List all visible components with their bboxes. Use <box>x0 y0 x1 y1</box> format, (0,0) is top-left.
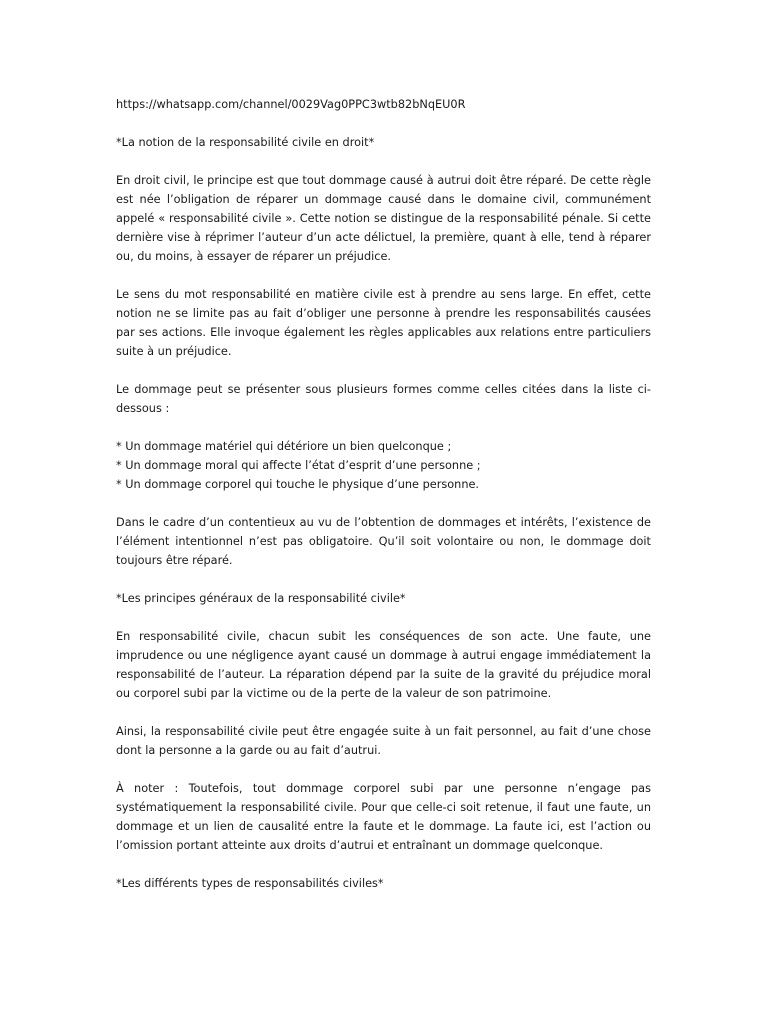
channel-link[interactable]: https://whatsapp.com/channel/0029Vag0PPC3wtb82bNqEU0R <box>116 98 466 111</box>
section-heading-types: *Les différents types de responsabilités civiles* <box>116 877 384 890</box>
document-page <box>116 95 651 912</box>
paragraph-sens: Le sens du mot responsabilité en matière civile est à prendre au sens large. En effet, cette notion ne se limite pas au fait d’obliger une personne à prendre les responsabilités causées par ses actions. Elle invoque également les règles applicables aux relations entre particuliers suite à un préjudice. <box>116 288 651 358</box>
paragraph-formes-dommage: Le dommage peut se présenter sous plusieurs formes comme celles citées dans la liste ci-dessous : <box>116 383 651 415</box>
paragraph-contentieux: Dans le cadre d’un contentieux au vu de l’obtention de dommages et intérêts, l’existence de l’élément intentionnel n’est pas obligatoire. Qu’il soit volontaire ou non, le dommage doit toujours être réparé. <box>116 516 651 567</box>
paragraph-ainsi: Ainsi, la responsabilité civile peut être engagée suite à un fait personnel, au fait d’une chose dont la personne a la garde ou au fait d’autrui. <box>116 725 651 757</box>
section-heading-notion: *La notion de la responsabilité civile en droit* <box>116 136 375 149</box>
list-item: * Un dommage matériel qui détériore un bien quelconque ; <box>116 440 452 453</box>
list-item: * Un dommage moral qui affecte l’état d’esprit d’une personne ; <box>116 459 481 472</box>
paragraph-definition: En droit civil, le principe est que tout dommage causé à autrui doit être réparé. De cette règle est née l’obligation de réparer un dommage causé dans le domaine civil, communément appelé « responsabilité civile ». Cette notion se distingue de la responsabilité pénale. Si cette dernière vise à réprimer l’auteur d’un acte délictuel, la première, quant à elle, tend à réparer ou, du moins, à essayer de réparer un préjudice. <box>116 174 651 263</box>
paragraph-consequences: En responsabilité civile, chacun subit les conséquences de son acte. Une faute, une imprudence ou une négligence ayant causé un dommage à autrui engage immédiatement la responsabilité de l’auteur. La réparation dépend par la suite de la gravité du préjudice moral ou corporel subi par la victime ou de la perte de la valeur de son patrimoine. <box>116 630 651 700</box>
section-heading-principes: *Les principes généraux de la responsabilité civile* <box>116 592 406 605</box>
paragraph-a-noter: À noter : Toutefois, tout dommage corporel subi par une personne n’engage pas systématiquement la responsabilité civile. Pour que celle-ci soit retenue, il faut une faute, un dommage et un lien de causalité entre la faute et le dommage. La faute ici, est l’action ou l’omission portant atteinte aux droits d’autrui et entraînant un dommage quelconque. <box>116 782 651 852</box>
list-item: * Un dommage corporel qui touche le physique d’une personne. <box>116 478 480 491</box>
dommage-list <box>116 437 651 494</box>
